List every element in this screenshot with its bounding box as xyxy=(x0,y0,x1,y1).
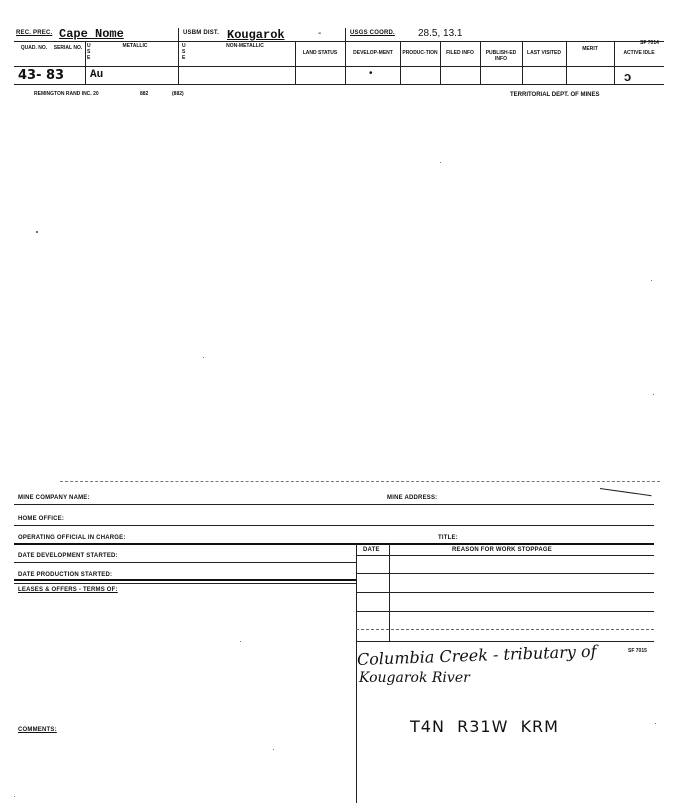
col-uss: U S E xyxy=(87,43,91,61)
usgs-coord-label: USGS COORD. xyxy=(350,30,395,36)
speck xyxy=(203,357,204,358)
divider xyxy=(614,41,615,84)
development-mark: • xyxy=(369,68,373,79)
speck xyxy=(440,162,441,163)
mine-address-label: MINE ADDRESS: xyxy=(387,495,438,501)
home-office-label: HOME OFFICE: xyxy=(18,516,65,522)
rule xyxy=(14,525,654,526)
divider xyxy=(295,41,296,84)
note-line-3: T4N R31W KRM xyxy=(410,717,559,736)
date-development-label: DATE DEVELOPMENT STARTED: xyxy=(18,553,118,559)
divider xyxy=(522,41,523,84)
rule xyxy=(14,579,356,581)
col-production: PRODUC-TION xyxy=(402,50,438,56)
divider xyxy=(400,41,401,84)
card-top-edge xyxy=(60,481,660,482)
rule xyxy=(356,629,654,630)
metallic-value: Au xyxy=(90,69,104,81)
speck xyxy=(240,641,241,642)
comments-label: COMMENTS: xyxy=(18,727,57,733)
note-line-2: Kougarok River xyxy=(359,670,470,686)
dash-mark: - xyxy=(318,28,322,39)
printer-code-2: (882) xyxy=(172,91,184,97)
col-merit: MERIT xyxy=(582,46,598,52)
reason-col-label: REASON FOR WORK STOPPAGE xyxy=(452,547,552,553)
col-quad-no: QUAD. NO. xyxy=(20,45,48,51)
leases-label: LEASES & OFFERS - TERMS OF: xyxy=(18,587,118,593)
row-bottom-line xyxy=(14,84,664,85)
col-uss2: U S E xyxy=(182,43,186,61)
col-development: DEVELOP-MENT xyxy=(353,50,393,56)
operating-official-label: OPERATING OFFICIAL IN CHARGE: xyxy=(18,535,126,541)
col-filed-info: FILED INFO xyxy=(446,50,474,56)
rec-prec-value: Cape Nome xyxy=(59,27,124,41)
col-active-idle: ACTIVE IDLE xyxy=(623,50,655,56)
rule xyxy=(356,641,654,642)
department-label: TERRITORIAL DEPT. OF MINES xyxy=(510,92,600,98)
form-number: SF 7014 xyxy=(640,40,659,46)
rule xyxy=(14,583,356,584)
col-last-visited: LAST VISITED xyxy=(527,50,561,56)
active-idle-mark: ɔ xyxy=(624,69,632,84)
rule xyxy=(14,543,654,545)
note-line-1: Columbia Creek - tributary of xyxy=(356,641,597,669)
speck xyxy=(36,231,38,233)
col-land-status: LAND STATUS xyxy=(302,50,338,56)
rule xyxy=(356,555,654,556)
speck xyxy=(651,280,652,281)
divider xyxy=(345,28,346,84)
pen-stroke xyxy=(600,488,652,496)
usbm-dist-value: Kougarok xyxy=(227,28,285,42)
rule xyxy=(356,592,654,593)
quad-serial-value: 43- 83 xyxy=(18,68,65,83)
rule xyxy=(356,611,654,612)
speck xyxy=(14,796,15,797)
date-production-label: DATE PRODUCTION STARTED: xyxy=(18,572,113,578)
col-metallic: METALLIC xyxy=(122,43,148,49)
rule xyxy=(14,504,654,505)
col-serial-no: SERIAL NO. xyxy=(53,45,83,51)
usbm-dist-label: USBM DIST. xyxy=(183,30,220,36)
rule xyxy=(356,573,654,574)
col-non-metallic: NON-METALLIC xyxy=(226,43,264,49)
speck xyxy=(655,723,656,724)
usgs-coord-value: 28.5, 13.1 xyxy=(418,28,463,39)
speck xyxy=(653,394,654,395)
speck xyxy=(273,749,274,750)
divider xyxy=(85,41,86,84)
divider xyxy=(440,41,441,84)
divider xyxy=(356,543,357,803)
divider xyxy=(480,41,481,84)
col-published-info: PUBLISH-ED INFO xyxy=(485,50,517,62)
rule xyxy=(14,562,356,563)
divider xyxy=(178,28,179,84)
date-col-label: DATE xyxy=(363,547,380,553)
printer-label: REMINGTON RAND INC. 20 xyxy=(34,91,99,97)
title-label: TITLE: xyxy=(438,535,458,541)
printer-code: 882 xyxy=(140,91,149,97)
form-number-2: SF 7015 xyxy=(628,648,647,654)
rec-prec-label: REC. PREC. xyxy=(16,30,53,36)
mine-company-name-label: MINE COMPANY NAME: xyxy=(18,495,90,501)
